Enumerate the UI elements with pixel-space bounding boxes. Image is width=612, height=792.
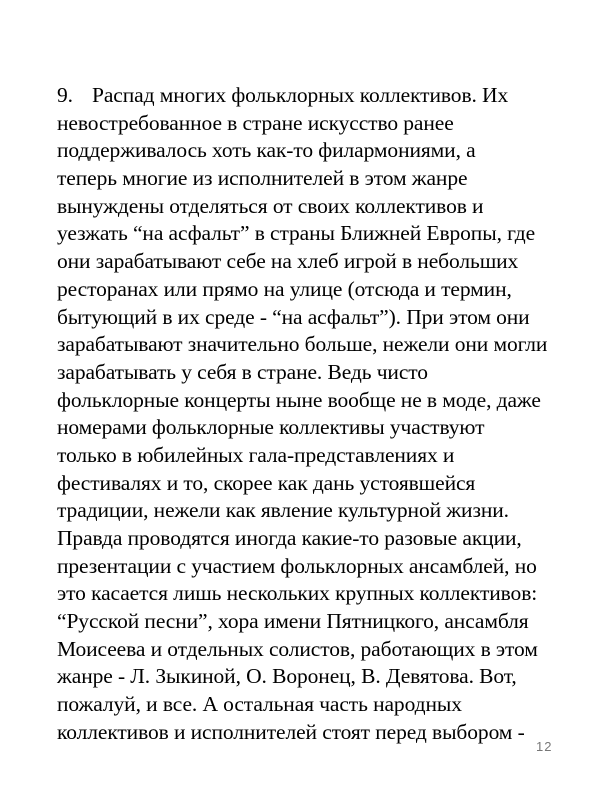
text-line: номерами фольклорные коллективы участвуют	[57, 415, 485, 440]
page-number: 12	[536, 739, 553, 754]
text-line: ресторанах или прямо на улице (отсюда и термин,	[57, 276, 512, 301]
text-line	[57, 82, 572, 110]
text-line: бытующий в их среде - “на асфальт”). При этом они	[57, 304, 530, 329]
text-line: презентации с участием фольклорных ансамблей, но	[57, 553, 537, 578]
text-line: уезжать “на асфальт” в страны Ближней Европы, где	[57, 221, 536, 246]
text-line-content: Распад многих фольклорных коллективов. Их	[92, 83, 509, 107]
text-line: Правда проводятся иногда какие-то разовые акции,	[57, 526, 522, 550]
text-line: Моисеева и отдельных солистов, работающих в этом	[57, 636, 538, 661]
text-line: коллективов и исполнителей стоят перед выбором -	[57, 719, 525, 744]
text-line: пожалуй, и все. А остальная часть народных	[57, 692, 462, 717]
text-line: “Русской песни”, хора имени Пятницкого, ансамбля	[57, 609, 529, 634]
text-line: поддерживалось хоть как-то филармониями, а	[57, 138, 476, 163]
text-line: фестивалях и то, скорее как дань устоявшейся	[57, 470, 476, 495]
text-line: это касается лишь нескольких крупных коллективов:	[57, 581, 538, 606]
item-number: 9.	[57, 83, 73, 107]
text-line: невостребованное в стране искусство ранее	[57, 110, 454, 135]
text-line: только в юбилейных гала-представлениях и	[57, 442, 455, 467]
text-line: вынуждены отделяться от своих коллективов и	[57, 193, 484, 218]
text-line: они зарабатывают себе на хлеб игрой в небольших	[57, 249, 519, 274]
text-line: зарабатывают значительно больше, нежели они могли	[57, 332, 548, 357]
text-line: традиции, нежели как явление культурной жизни.	[57, 498, 509, 523]
text-line: жанре - Л. Зыкиной, О. Воронец, В. Девятова. Вот,	[57, 664, 517, 689]
body-text	[57, 82, 572, 747]
text-line: теперь многие из исполнителей в этом жанре	[57, 166, 468, 191]
text-line: фольклорные концерты ныне вообще не в моде, даже	[57, 387, 541, 412]
text-line: зарабатывать у себя в стране. Ведь чисто	[57, 359, 428, 384]
